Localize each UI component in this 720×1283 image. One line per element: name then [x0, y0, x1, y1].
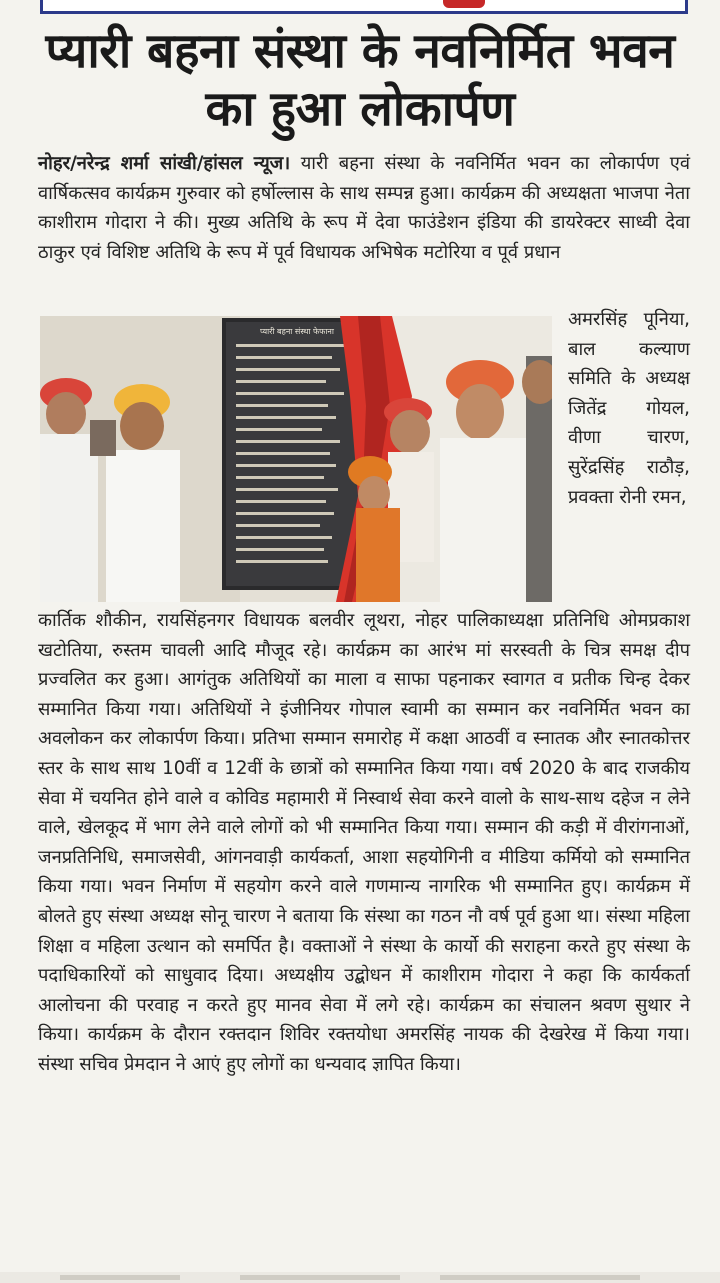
event-photo — [40, 316, 552, 602]
side-column-text: अमरसिंह पूनिया, बाल कल्याण समिति के अध्यक्ष जितेंद्र गोयल, वीणा चारण, सुरेंद्रसिंह राठौड़, प्रवक्ता रोनी रमन, — [568, 309, 690, 508]
lead-text: यारी बहना संस्था के नवनिर्मित भवन का लोकार्पण एवं वार्षिकत्सव कार्यक्रम गुरुवार को हर्षोल्लास के साथ सम्पन्न हुआ। कार्यक्रम की अध्यक्षता भाजपा नेता काशीराम गोदारा ने की। मुख्य अतिथि के रूप में देवा फाउंडेशन इंडिया की डायरेक्टर साध्वी देवा ठाकुर एवं विशिष्ट अतिथि के रूप में पूर्व विधायक अभिषेक मटोरिया व पूर्व प्रधान — [38, 153, 690, 263]
plaque-heading: प्यारी बहना संस्था फेफाना — [260, 327, 334, 336]
headline: प्यारी बहना संस्था के नवनिर्मित भवन का हुआ लोकार्पण — [45, 23, 675, 137]
masthead-mark — [443, 0, 485, 8]
dateline: नोहर/नरेन्द्र शर्मा सांखी/हांसल न्यूज। — [38, 153, 291, 174]
lead-paragraph — [38, 149, 690, 267]
masthead-rule — [40, 0, 688, 14]
bottom-rule — [0, 1272, 720, 1283]
body-paragraph: कार्तिक शौकीन, रायसिंहनगर विधायक बलवीर लूथरा, नोहर पालिकाध्यक्षा प्रतिनिधि ओमप्रकाश खटोतिया, रुस्तम चावली आदि मौजूद रहे। कार्यक्रम का आरंभ मां सरस्वती के चित्र समक्ष दीप प्रज्वलित कर हुआ। आगंतुक अतिथियों का माला व साफा पहनाकर स्वागत व प्रतीक चिन्ह देकर सम्मानित किया गया। अतिथियों ने इंजीनियर गोपाल स्वामी का सम्मान कर नवनिर्मित भवन का अवलोकन कर लोकार्पण किया। प्रतिभा सम्मान समारोह में कक्षा आठवीं व स्नातक और स्नातकोत्तर स्तर के साथ साथ 10वीं व 12वीं के छात्रों को सम्मानित किया गया। वर्ष 2020 के बाद राजकीय सेवा में चयनित होने वाले व कोविड महामारी में निस्वार्थ सेवा करने वालो के साथ-साथ दहेज न लेने वाले, खेलकूद में भाग लेने वाले लोगों को भी सम्मानित किया गया। सम्मान की कड़ी में वीरांगनाओं, जनप्रतिनिधि, समाजसेवी, आंगनवाड़ी कार्यकर्ता, आशा सहयोगिनी व मीडिया कर्मियो को सम्मानित किया गया। भवन निर्माण में सहयोग करने वाले गणमान्य नागरिक भी सम्मानित हुए। कार्यक्रम में बोलते हुए संस्था अध्यक्ष सोनू चारण ने बताया कि संस्था का गठन नौ वर्ष पूर्व हुआ था। संस्था महिला शिक्षा व महिला उत्थान को समर्पित है। वक्ताओं ने संस्था के कार्यो की सराहना करते हुए संस्था के पदाधिकारियों को साधुवाद दिया। अध्यक्षीय उद्बोधन में काशीराम गोदारा ने कहा कि कार्यकर्ता आलोचना की परवाह न करते हुए मानव सेवा में लगे रहे। कार्यक्रम का संचालन श्रवण सुथार ने किया। कार्यक्रम के दौरान रक्तदान शिविर रक्तयोधा अमरसिंह नायक की देखरेख में किया गया। संस्था सचिव प्रेमदान ने आएं हुए लोगों का धन्यवाद ज्ञापित किया। — [38, 610, 690, 1075]
